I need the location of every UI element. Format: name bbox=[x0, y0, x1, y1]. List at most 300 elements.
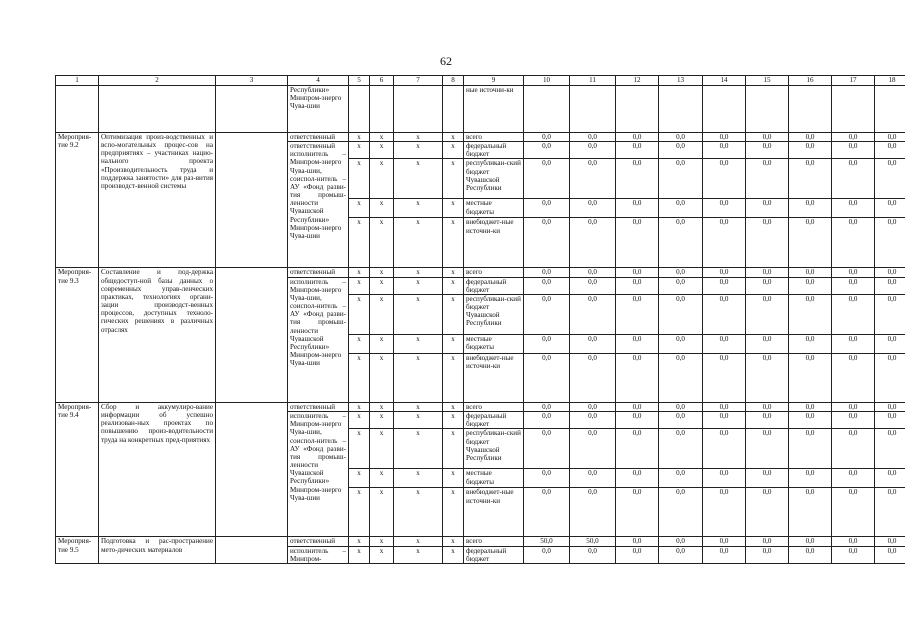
x-mark: x bbox=[349, 546, 370, 563]
amount-cell: 0,0 bbox=[746, 133, 789, 142]
activity-id: Мероприя-тие 9.2 bbox=[56, 133, 99, 268]
amount-cell: 0,0 bbox=[570, 429, 616, 469]
amount-cell: 0,0 bbox=[832, 488, 875, 537]
amount-cell: 0,0 bbox=[789, 268, 832, 277]
amount-cell: 0,0 bbox=[659, 199, 703, 218]
cell bbox=[394, 86, 443, 133]
amount-cell: 0,0 bbox=[570, 294, 616, 334]
activity-name: Сбор и аккумулиро-вание информации об успешно реализован-ных проектах по повышению произ-водительности труда на конкретных пред-приятиях bbox=[99, 402, 216, 536]
amount-cell: 0,0 bbox=[659, 159, 703, 199]
x-mark: x bbox=[394, 488, 443, 537]
amount-cell: 0,0 bbox=[832, 199, 875, 218]
funding-source: местные бюджеты bbox=[464, 469, 524, 488]
x-mark: x bbox=[349, 268, 370, 277]
amount-cell: 0,0 bbox=[659, 402, 703, 411]
amount-cell: 0,0 bbox=[789, 412, 832, 429]
amount-cell: 0,0 bbox=[875, 546, 905, 563]
amount-cell: 0,0 bbox=[703, 294, 746, 334]
column-number: 11 bbox=[570, 76, 616, 86]
amount-cell: 0,0 bbox=[570, 277, 616, 294]
x-mark: x bbox=[443, 469, 464, 488]
amount-cell: 0,0 bbox=[832, 412, 875, 429]
amount-cell: 0,0 bbox=[570, 218, 616, 268]
amount-cell: 0,0 bbox=[875, 429, 905, 469]
amount-cell: 0,0 bbox=[832, 159, 875, 199]
activity-id: Мероприя-тие 9.3 bbox=[56, 268, 99, 402]
amount-cell: 0,0 bbox=[832, 469, 875, 488]
amount-cell: 0,0 bbox=[789, 133, 832, 142]
x-mark: x bbox=[394, 546, 443, 563]
amount-cell: 0,0 bbox=[703, 546, 746, 563]
amount-cell: 0,0 bbox=[789, 429, 832, 469]
amount-cell: 0,0 bbox=[703, 334, 746, 353]
amount-cell: 0,0 bbox=[524, 469, 570, 488]
responsible-executor: ответственный исполнитель – Минпром-энерго Чува-шии, соиспол-нитель – АУ «Фонд разви-тия промыш-ленности Чувашской Республики» Минпром-энерго Чува-шии bbox=[288, 142, 349, 268]
amount-cell: 0,0 bbox=[659, 133, 703, 142]
amount-cell: 0,0 bbox=[789, 546, 832, 563]
x-mark: x bbox=[349, 469, 370, 488]
column-number: 16 bbox=[789, 76, 832, 86]
amount-cell: 0,0 bbox=[789, 402, 832, 411]
x-mark: x bbox=[370, 277, 394, 294]
funding-source: федеральный бюджет bbox=[464, 277, 524, 294]
amount-cell: 0,0 bbox=[789, 159, 832, 199]
x-mark: x bbox=[349, 218, 370, 268]
amount-cell: 0,0 bbox=[875, 334, 905, 353]
amount-cell: 0,0 bbox=[746, 412, 789, 429]
funding-source: всего bbox=[464, 402, 524, 411]
empty-cell bbox=[216, 133, 288, 268]
amount-cell: 0,0 bbox=[659, 142, 703, 159]
x-mark: x bbox=[370, 199, 394, 218]
x-mark: x bbox=[370, 429, 394, 469]
x-mark: x bbox=[370, 488, 394, 537]
x-mark: x bbox=[394, 159, 443, 199]
amount-cell: 0,0 bbox=[875, 469, 905, 488]
funding-source: всего bbox=[464, 133, 524, 142]
amount-cell: 0,0 bbox=[659, 268, 703, 277]
x-mark: x bbox=[394, 537, 443, 546]
amount-cell: 0,0 bbox=[616, 277, 659, 294]
amount-cell: 0,0 bbox=[703, 488, 746, 537]
funding-source: федеральный бюджет bbox=[464, 412, 524, 429]
cell bbox=[99, 86, 216, 133]
x-mark: x bbox=[443, 353, 464, 402]
amount-cell: 0,0 bbox=[616, 469, 659, 488]
amount-cell: 0,0 bbox=[570, 469, 616, 488]
amount-cell: 0,0 bbox=[703, 469, 746, 488]
amount-cell: 0,0 bbox=[616, 142, 659, 159]
amount-cell: 0,0 bbox=[746, 277, 789, 294]
amount-cell: 50,0 bbox=[570, 537, 616, 546]
funding-source: всего bbox=[464, 537, 524, 546]
amount-cell: 0,0 bbox=[703, 142, 746, 159]
x-mark: x bbox=[349, 402, 370, 411]
amount-cell: 0,0 bbox=[659, 429, 703, 469]
amount-cell: 0,0 bbox=[616, 412, 659, 429]
amount-cell: 0,0 bbox=[524, 218, 570, 268]
amount-cell: 0,0 bbox=[524, 159, 570, 199]
amount-cell: 0,0 bbox=[659, 537, 703, 546]
x-mark: x bbox=[370, 268, 394, 277]
amount-cell: 0,0 bbox=[875, 159, 905, 199]
funding-source: внебюджет-ные источни-ки bbox=[464, 353, 524, 402]
amount-cell: 0,0 bbox=[616, 294, 659, 334]
amount-cell: 0,0 bbox=[832, 334, 875, 353]
amount-cell: 0,0 bbox=[789, 469, 832, 488]
responsible-executor: исполнитель – Минпром- bbox=[288, 546, 349, 563]
x-mark: x bbox=[370, 402, 394, 411]
funding-source: внебюджет-ные источни-ки bbox=[464, 488, 524, 537]
amount-cell: 0,0 bbox=[746, 294, 789, 334]
x-mark: x bbox=[443, 546, 464, 563]
amount-cell: 0,0 bbox=[789, 218, 832, 268]
empty-cell bbox=[216, 402, 288, 536]
amount-cell: 0,0 bbox=[524, 488, 570, 537]
amount-cell: 0,0 bbox=[875, 412, 905, 429]
amount-cell: 0,0 bbox=[659, 469, 703, 488]
amount-cell: 0,0 bbox=[789, 334, 832, 353]
column-number: 17 bbox=[832, 76, 875, 86]
empty-cell bbox=[216, 537, 288, 563]
amount-cell: 0,0 bbox=[746, 199, 789, 218]
amount-cell: 0,0 bbox=[524, 353, 570, 402]
x-mark: x bbox=[370, 546, 394, 563]
amount-cell: 0,0 bbox=[524, 133, 570, 142]
amount-cell: 0,0 bbox=[703, 429, 746, 469]
x-mark: x bbox=[370, 133, 394, 142]
empty-cell bbox=[216, 268, 288, 402]
amount-cell: 0,0 bbox=[746, 142, 789, 159]
cell bbox=[616, 86, 659, 133]
amount-cell: 0,0 bbox=[524, 277, 570, 294]
x-mark: x bbox=[443, 199, 464, 218]
amount-cell: 0,0 bbox=[875, 353, 905, 402]
x-mark: x bbox=[349, 159, 370, 199]
amount-cell: 0,0 bbox=[570, 488, 616, 537]
x-mark: x bbox=[370, 294, 394, 334]
amount-cell: 0,0 bbox=[703, 133, 746, 142]
column-number: 3 bbox=[216, 76, 288, 86]
x-mark: x bbox=[443, 159, 464, 199]
responsible-label: ответственный bbox=[288, 133, 349, 142]
amount-cell: 0,0 bbox=[703, 199, 746, 218]
cell bbox=[56, 86, 99, 133]
column-number: 8 bbox=[443, 76, 464, 86]
responsible-label: ответственный bbox=[288, 537, 349, 546]
amount-cell: 0,0 bbox=[746, 353, 789, 402]
x-mark: x bbox=[349, 488, 370, 537]
column-number: 2 bbox=[99, 76, 216, 86]
amount-cell: 0,0 bbox=[789, 294, 832, 334]
x-mark: x bbox=[370, 142, 394, 159]
amount-cell: 0,0 bbox=[616, 218, 659, 268]
x-mark: x bbox=[394, 402, 443, 411]
source-cell: ные источни-ки bbox=[464, 86, 524, 133]
amount-cell: 0,0 bbox=[616, 353, 659, 402]
amount-cell: 0,0 bbox=[570, 133, 616, 142]
x-mark: x bbox=[394, 199, 443, 218]
amount-cell: 0,0 bbox=[703, 353, 746, 402]
cell bbox=[746, 86, 789, 133]
amount-cell: 0,0 bbox=[524, 199, 570, 218]
amount-cell: 0,0 bbox=[875, 537, 905, 546]
amount-cell: 0,0 bbox=[570, 142, 616, 159]
amount-cell: 0,0 bbox=[875, 488, 905, 537]
x-mark: x bbox=[443, 429, 464, 469]
column-number: 18 bbox=[875, 76, 905, 86]
x-mark: x bbox=[443, 277, 464, 294]
x-mark: x bbox=[370, 353, 394, 402]
column-number: 10 bbox=[524, 76, 570, 86]
x-mark: x bbox=[443, 334, 464, 353]
column-number: 5 bbox=[349, 76, 370, 86]
amount-cell: 0,0 bbox=[832, 218, 875, 268]
x-mark: x bbox=[394, 334, 443, 353]
amount-cell: 0,0 bbox=[875, 142, 905, 159]
funding-source: местные бюджеты bbox=[464, 334, 524, 353]
amount-cell: 0,0 bbox=[703, 159, 746, 199]
funding-source: внебюджет-ные источни-ки bbox=[464, 218, 524, 268]
amount-cell: 0,0 bbox=[616, 546, 659, 563]
amount-cell: 0,0 bbox=[875, 402, 905, 411]
x-mark: x bbox=[394, 353, 443, 402]
column-number: 7 bbox=[394, 76, 443, 86]
funding-row bbox=[56, 133, 905, 142]
activity-name: Составление и под-держка общедоступ-ной базы данных о современных управ-ленческих практиках, технологиях органи-зации производст-венных процессов, доступных техноло-гических решениях в различных отраслях bbox=[99, 268, 216, 402]
amount-cell: 0,0 bbox=[832, 546, 875, 563]
x-mark: x bbox=[443, 133, 464, 142]
amount-cell: 0,0 bbox=[832, 268, 875, 277]
amount-cell: 0,0 bbox=[524, 412, 570, 429]
column-number: 15 bbox=[746, 76, 789, 86]
amount-cell: 0,0 bbox=[746, 402, 789, 411]
amount-cell: 0,0 bbox=[832, 142, 875, 159]
cell bbox=[703, 86, 746, 133]
x-mark: x bbox=[349, 429, 370, 469]
responsible-executor: исполнитель – Минпром-энерго Чува-шии, соиспол-нитель – АУ «Фонд разви-тия промыш-ленности Чувашской Республики» Минпром-энерго Чува-шии bbox=[288, 412, 349, 537]
amount-cell: 0,0 bbox=[524, 268, 570, 277]
amount-cell: 0,0 bbox=[616, 537, 659, 546]
x-mark: x bbox=[394, 277, 443, 294]
x-mark: x bbox=[394, 469, 443, 488]
x-mark: x bbox=[349, 294, 370, 334]
page-number: 62 bbox=[440, 54, 452, 68]
amount-cell: 0,0 bbox=[789, 142, 832, 159]
x-mark: x bbox=[443, 412, 464, 429]
x-mark: x bbox=[349, 412, 370, 429]
amount-cell: 0,0 bbox=[703, 537, 746, 546]
column-number-row bbox=[56, 76, 905, 86]
cell bbox=[789, 86, 832, 133]
amount-cell: 0,0 bbox=[570, 199, 616, 218]
amount-cell: 0,0 bbox=[570, 334, 616, 353]
cell bbox=[659, 86, 703, 133]
x-mark: x bbox=[349, 353, 370, 402]
amount-cell: 50,0 bbox=[524, 537, 570, 546]
amount-cell: 0,0 bbox=[616, 133, 659, 142]
amount-cell: 0,0 bbox=[570, 353, 616, 402]
amount-cell: 0,0 bbox=[570, 159, 616, 199]
amount-cell: 0,0 bbox=[703, 402, 746, 411]
x-mark: x bbox=[443, 537, 464, 546]
funding-source: федеральный бюджет bbox=[464, 142, 524, 159]
x-mark: x bbox=[443, 488, 464, 537]
amount-cell: 0,0 bbox=[875, 218, 905, 268]
activity-name: Подготовка и рас-пространение мето-дических материалов bbox=[99, 537, 216, 563]
x-mark: x bbox=[349, 133, 370, 142]
funding-source: республикан-ский бюджет Чувашской Республики bbox=[464, 159, 524, 199]
funding-table bbox=[55, 75, 905, 564]
amount-cell: 0,0 bbox=[746, 488, 789, 537]
activity-name: Оптимизация произ-водственных и вспо-могательных процес-сов на предприятиях – участниках нацио-нального проекта «Производительность труда и поддержка занятости» для раз-вития производст-венной системы bbox=[99, 133, 216, 268]
amount-cell: 0,0 bbox=[875, 277, 905, 294]
column-number: 6 bbox=[370, 76, 394, 86]
amount-cell: 0,0 bbox=[570, 546, 616, 563]
amount-cell: 0,0 bbox=[659, 412, 703, 429]
amount-cell: 0,0 bbox=[746, 537, 789, 546]
amount-cell: 0,0 bbox=[832, 277, 875, 294]
amount-cell: 0,0 bbox=[746, 469, 789, 488]
amount-cell: 0,0 bbox=[746, 159, 789, 199]
cell bbox=[216, 86, 288, 133]
x-mark: x bbox=[394, 268, 443, 277]
amount-cell: 0,0 bbox=[832, 429, 875, 469]
amount-cell: 0,0 bbox=[659, 546, 703, 563]
x-mark: x bbox=[394, 142, 443, 159]
responsible-cell: Республики» Минпром-энерго Чува-шии bbox=[288, 86, 349, 133]
cell bbox=[570, 86, 616, 133]
x-mark: x bbox=[443, 268, 464, 277]
amount-cell: 0,0 bbox=[659, 334, 703, 353]
amount-cell: 0,0 bbox=[746, 268, 789, 277]
amount-cell: 0,0 bbox=[524, 546, 570, 563]
funding-row bbox=[56, 537, 905, 546]
amount-cell: 0,0 bbox=[524, 402, 570, 411]
amount-cell: 0,0 bbox=[875, 294, 905, 334]
amount-cell: 0,0 bbox=[746, 429, 789, 469]
amount-cell: 0,0 bbox=[570, 402, 616, 411]
funding-source: местные бюджеты bbox=[464, 199, 524, 218]
amount-cell: 0,0 bbox=[746, 218, 789, 268]
amount-cell: 0,0 bbox=[659, 353, 703, 402]
amount-cell: 0,0 bbox=[659, 218, 703, 268]
amount-cell: 0,0 bbox=[832, 294, 875, 334]
cell bbox=[832, 86, 875, 133]
amount-cell: 0,0 bbox=[524, 429, 570, 469]
amount-cell: 0,0 bbox=[789, 277, 832, 294]
x-mark: x bbox=[394, 133, 443, 142]
amount-cell: 0,0 bbox=[659, 277, 703, 294]
activity-id: Мероприя-тие 9.4 bbox=[56, 402, 99, 536]
amount-cell: 0,0 bbox=[616, 334, 659, 353]
responsible-label: ответственный bbox=[288, 268, 349, 277]
column-number: 1 bbox=[56, 76, 99, 86]
amount-cell: 0,0 bbox=[659, 294, 703, 334]
column-number: 4 bbox=[288, 76, 349, 86]
x-mark: x bbox=[443, 142, 464, 159]
x-mark: x bbox=[394, 429, 443, 469]
x-mark: x bbox=[349, 142, 370, 159]
amount-cell: 0,0 bbox=[524, 334, 570, 353]
cell bbox=[370, 86, 394, 133]
x-mark: x bbox=[349, 277, 370, 294]
x-mark: x bbox=[349, 199, 370, 218]
amount-cell: 0,0 bbox=[616, 159, 659, 199]
amount-cell: 0,0 bbox=[746, 334, 789, 353]
funding-source: республикан-ский бюджет Чувашской Республики bbox=[464, 429, 524, 469]
x-mark: x bbox=[370, 159, 394, 199]
x-mark: x bbox=[349, 537, 370, 546]
amount-cell: 0,0 bbox=[570, 268, 616, 277]
amount-cell: 0,0 bbox=[524, 294, 570, 334]
amount-cell: 0,0 bbox=[746, 546, 789, 563]
x-mark: x bbox=[443, 218, 464, 268]
carry-over-row bbox=[56, 86, 905, 133]
column-number: 9 bbox=[464, 76, 524, 86]
funding-source: федеральный бюджет bbox=[464, 546, 524, 563]
funding-row bbox=[56, 268, 905, 277]
amount-cell: 0,0 bbox=[875, 133, 905, 142]
amount-cell: 0,0 bbox=[659, 488, 703, 537]
cell bbox=[349, 86, 370, 133]
amount-cell: 0,0 bbox=[832, 402, 875, 411]
x-mark: x bbox=[443, 402, 464, 411]
x-mark: x bbox=[394, 218, 443, 268]
amount-cell: 0,0 bbox=[524, 142, 570, 159]
x-mark: x bbox=[394, 412, 443, 429]
x-mark: x bbox=[349, 334, 370, 353]
activity-id: Мероприя-тие 9.5 bbox=[56, 537, 99, 563]
cell bbox=[443, 86, 464, 133]
amount-cell: 0,0 bbox=[789, 537, 832, 546]
amount-cell: 0,0 bbox=[875, 199, 905, 218]
amount-cell: 0,0 bbox=[789, 488, 832, 537]
amount-cell: 0,0 bbox=[616, 429, 659, 469]
x-mark: x bbox=[443, 294, 464, 334]
cell bbox=[524, 86, 570, 133]
amount-cell: 0,0 bbox=[875, 268, 905, 277]
responsible-label: ответственный bbox=[288, 402, 349, 411]
amount-cell: 0,0 bbox=[832, 353, 875, 402]
amount-cell: 0,0 bbox=[703, 218, 746, 268]
amount-cell: 0,0 bbox=[789, 353, 832, 402]
amount-cell: 0,0 bbox=[832, 537, 875, 546]
column-number: 12 bbox=[616, 76, 659, 86]
funding-row bbox=[56, 402, 905, 411]
amount-cell: 0,0 bbox=[616, 199, 659, 218]
funding-source: республикан-ский бюджет Чувашской Республики bbox=[464, 294, 524, 334]
x-mark: x bbox=[394, 294, 443, 334]
x-mark: x bbox=[370, 469, 394, 488]
amount-cell: 0,0 bbox=[789, 199, 832, 218]
amount-cell: 0,0 bbox=[703, 268, 746, 277]
x-mark: x bbox=[370, 334, 394, 353]
amount-cell: 0,0 bbox=[616, 268, 659, 277]
x-mark: x bbox=[370, 218, 394, 268]
column-number: 13 bbox=[659, 76, 703, 86]
column-number: 14 bbox=[703, 76, 746, 86]
amount-cell: 0,0 bbox=[832, 133, 875, 142]
amount-cell: 0,0 bbox=[616, 488, 659, 537]
cell bbox=[875, 86, 905, 133]
amount-cell: 0,0 bbox=[570, 412, 616, 429]
amount-cell: 0,0 bbox=[703, 412, 746, 429]
responsible-executor: исполнитель – Минпром-энерго Чува-шии, соиспол-нитель – АУ «Фонд разви-тия промыш-ленности Чувашской Республики» Минпром-энерго Чува-шии bbox=[288, 277, 349, 402]
x-mark: x bbox=[370, 412, 394, 429]
funding-source: всего bbox=[464, 268, 524, 277]
x-mark: x bbox=[370, 537, 394, 546]
